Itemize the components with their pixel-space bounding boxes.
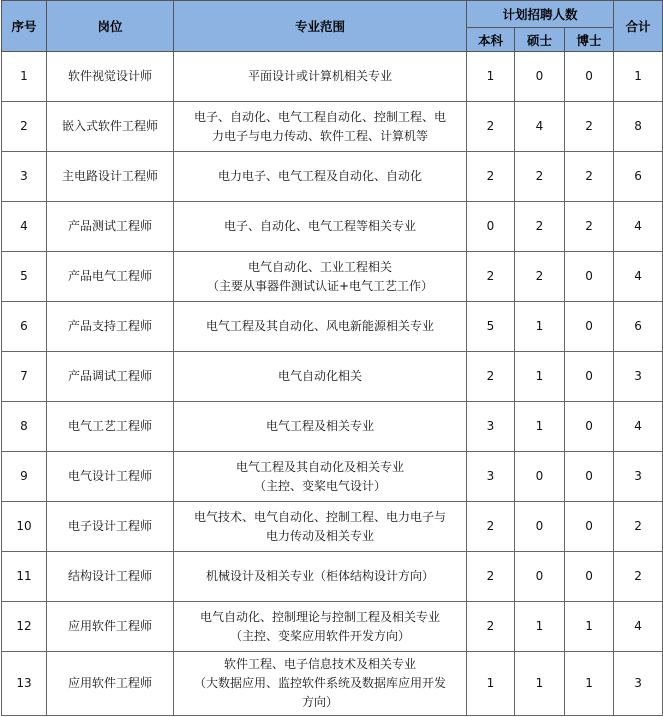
table-row — [2, 202, 663, 252]
row-major — [174, 452, 467, 502]
row-major — [174, 202, 467, 252]
row-bachelor: 2 — [467, 552, 515, 602]
table-row — [2, 552, 663, 602]
row-major — [174, 52, 467, 102]
major-line: 电气工程及其自动化及相关专业 — [235, 459, 404, 474]
table-row — [2, 302, 663, 352]
row-total: 2 — [614, 502, 663, 552]
row-index: 2 — [2, 102, 47, 152]
row-doctor: 0 — [565, 302, 614, 352]
major-line: 电气自动化相关 — [277, 369, 362, 383]
row-master: 2 — [515, 152, 565, 202]
header-total: 合计 — [614, 1, 663, 52]
row-major — [174, 502, 467, 552]
row-bachelor: 5 — [467, 302, 515, 352]
row-position: 应用软件工程师 — [47, 602, 174, 652]
row-bachelor: 0 — [467, 202, 515, 252]
header-plan: 计划招聘人数 — [467, 1, 614, 28]
major-line: （主控、变桨应用软件开发方向） — [229, 628, 410, 643]
row-index: 11 — [2, 552, 47, 602]
row-major — [174, 552, 467, 602]
row-index: 6 — [2, 302, 47, 352]
row-bachelor: 2 — [467, 252, 515, 302]
row-total: 2 — [614, 552, 663, 602]
row-master: 2 — [515, 202, 565, 252]
major-line: 电力电子、电气工程及自动化、自动化 — [217, 169, 422, 183]
row-position: 产品调试工程师 — [47, 352, 174, 402]
row-master: 1 — [515, 302, 565, 352]
row-major — [174, 652, 467, 716]
major-line: 电气工程及其自动化、风电新能源相关专业 — [205, 319, 434, 333]
row-index: 5 — [2, 252, 47, 302]
table-row — [2, 502, 663, 552]
major-line: 电力传动及相关专业 — [265, 528, 374, 543]
row-position: 主电路设计工程师 — [47, 152, 174, 202]
major-line: 平面设计或计算机相关专业 — [247, 69, 392, 83]
row-bachelor: 2 — [467, 352, 515, 402]
header-row-top — [2, 1, 663, 28]
header-index: 序号 — [2, 1, 47, 52]
row-bachelor: 3 — [467, 452, 515, 502]
row-index: 10 — [2, 502, 47, 552]
row-major — [174, 352, 467, 402]
row-index: 8 — [2, 402, 47, 452]
row-doctor: 0 — [565, 52, 614, 102]
row-total: 4 — [614, 602, 663, 652]
row-position: 产品电气工程师 — [47, 252, 174, 302]
row-master: 1 — [515, 402, 565, 452]
row-bachelor: 1 — [467, 52, 515, 102]
row-total: 4 — [614, 252, 663, 302]
row-position: 电气工艺工程师 — [47, 402, 174, 452]
row-total: 3 — [614, 652, 663, 716]
row-doctor: 2 — [565, 202, 614, 252]
row-doctor: 1 — [565, 652, 614, 716]
major-line: 方向） — [301, 695, 338, 709]
row-position: 电子设计工程师 — [47, 502, 174, 552]
row-master: 0 — [515, 552, 565, 602]
row-bachelor: 3 — [467, 402, 515, 452]
row-bachelor: 2 — [467, 102, 515, 152]
table-row — [2, 152, 663, 202]
row-total: 1 — [614, 52, 663, 102]
row-doctor: 1 — [565, 602, 614, 652]
row-total: 4 — [614, 202, 663, 252]
row-master: 1 — [515, 602, 565, 652]
row-master: 0 — [515, 52, 565, 102]
major-line: 电子、自动化、电气工程等相关专业 — [223, 219, 416, 233]
row-total: 4 — [614, 402, 663, 452]
major-line: 电气自动化、控制理论与控制工程及相关专业 — [199, 609, 440, 624]
header-bachelor: 本科 — [467, 28, 515, 52]
row-position: 应用软件工程师 — [47, 652, 174, 716]
row-bachelor: 2 — [467, 152, 515, 202]
row-bachelor: 2 — [467, 502, 515, 552]
row-position: 产品支持工程师 — [47, 302, 174, 352]
row-master: 0 — [515, 452, 565, 502]
major-line: 电子、自动化、电气工程自动化、控制工程、电 — [193, 109, 446, 124]
major-line: 力电子与电力传动、软件工程、计算机等 — [211, 128, 428, 143]
row-position: 产品测试工程师 — [47, 202, 174, 252]
row-major — [174, 252, 467, 302]
major-line: 电气自动化、工业工程相关 — [247, 259, 392, 274]
major-line: 机械设计及相关专业（柜体结构设计方向） — [205, 569, 434, 583]
header-doctor: 博士 — [565, 28, 614, 52]
row-position: 软件视觉设计师 — [47, 52, 174, 102]
row-bachelor: 2 — [467, 602, 515, 652]
table-row — [2, 52, 663, 102]
row-major — [174, 302, 467, 352]
header-major: 专业范围 — [174, 1, 467, 52]
table-row — [2, 352, 663, 402]
recruitment-table — [1, 0, 663, 716]
header-position: 岗位 — [47, 1, 174, 52]
row-doctor: 0 — [565, 352, 614, 402]
row-doctor: 2 — [565, 102, 614, 152]
row-master: 4 — [515, 102, 565, 152]
table-body — [2, 52, 663, 716]
row-total: 6 — [614, 302, 663, 352]
row-master: 0 — [515, 502, 565, 552]
table-row — [2, 102, 663, 152]
major-line: 软件工程、电子信息技术及相关专业 — [223, 657, 416, 671]
table-row — [2, 252, 663, 302]
major-line: （大数据应用、监控软件系统及数据库应用开发 — [193, 676, 446, 690]
row-major — [174, 602, 467, 652]
row-major — [174, 152, 467, 202]
major-line: （主控、变桨电气设计） — [253, 478, 386, 493]
row-total: 3 — [614, 452, 663, 502]
table-row — [2, 602, 663, 652]
row-master: 1 — [515, 352, 565, 402]
row-index: 3 — [2, 152, 47, 202]
row-major — [174, 402, 467, 452]
row-doctor: 2 — [565, 152, 614, 202]
row-doctor: 0 — [565, 502, 614, 552]
row-doctor: 0 — [565, 552, 614, 602]
row-bachelor: 1 — [467, 652, 515, 716]
major-line: 电气工程及相关专业 — [265, 419, 374, 433]
row-index: 9 — [2, 452, 47, 502]
row-index: 12 — [2, 602, 47, 652]
row-major — [174, 102, 467, 152]
table-row — [2, 652, 663, 716]
table-row — [2, 402, 663, 452]
row-total: 3 — [614, 352, 663, 402]
row-index: 1 — [2, 52, 47, 102]
row-index: 4 — [2, 202, 47, 252]
row-total: 8 — [614, 102, 663, 152]
row-position: 结构设计工程师 — [47, 552, 174, 602]
major-line: 电气技术、电气自动化、控制工程、电力电子与 — [193, 509, 446, 524]
row-total: 6 — [614, 152, 663, 202]
row-doctor: 0 — [565, 402, 614, 452]
row-position: 嵌入式软件工程师 — [47, 102, 174, 152]
row-index: 7 — [2, 352, 47, 402]
major-line: （主要从事器件测试认证+电气工艺工作） — [206, 278, 434, 293]
row-index: 13 — [2, 652, 47, 716]
row-master: 2 — [515, 252, 565, 302]
row-doctor: 0 — [565, 452, 614, 502]
row-master: 1 — [515, 652, 565, 716]
row-doctor: 0 — [565, 252, 614, 302]
row-position: 电气设计工程师 — [47, 452, 174, 502]
table-row — [2, 452, 663, 502]
header-master: 硕士 — [515, 28, 565, 52]
